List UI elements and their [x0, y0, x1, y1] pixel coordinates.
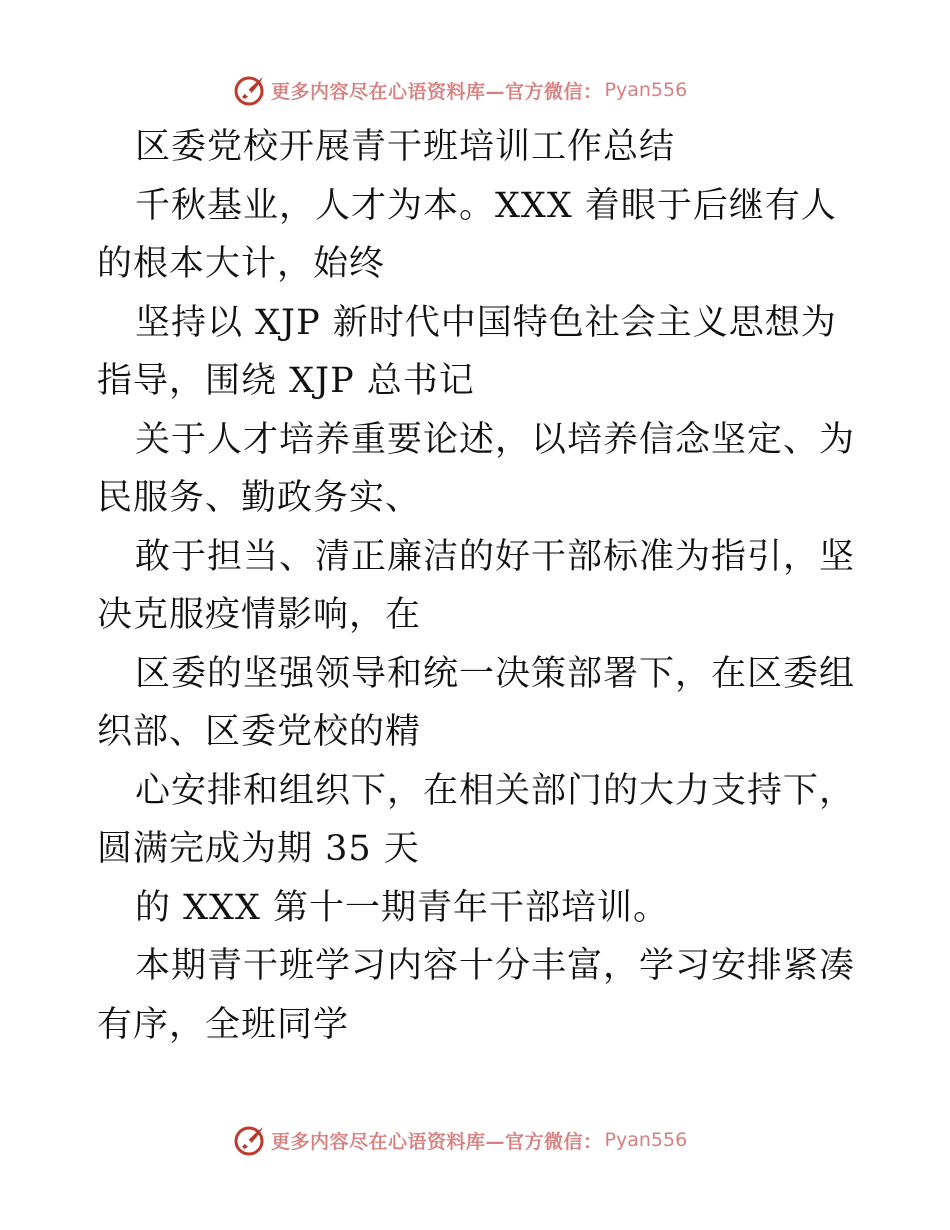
paragraph: 心安排和组织下，在相关部门的大力支持下，圆满完成为期 35 天	[97, 770, 856, 869]
paragraph: 关于人才培养重要论述，以培养信念坚定、为民服务、勤政务实、	[97, 419, 856, 518]
banner-text: 更多内容尽在心语资料库—官方微信：	[271, 1130, 603, 1153]
document-title: 区委党校开展青干班培训工作总结	[135, 127, 676, 167]
paragraph: 区委的坚强领导和统一决策部署下，在区委组织部、区委党校的精	[97, 653, 856, 752]
paragraph: 的 XXX 第十一期青年干部培训。	[135, 887, 670, 928]
footer-watermark-banner	[233, 1122, 687, 1158]
header-watermark-banner	[233, 72, 687, 108]
paragraph: 本期青干班学习内容十分丰富，学习安排紧凑有序，全班同学	[97, 946, 856, 1045]
banner-wechat-id: Pyan556	[604, 79, 688, 101]
document-body	[97, 118, 857, 1054]
banner-text: 更多内容尽在心语资料库—官方微信：	[271, 80, 603, 103]
quill-seal-icon	[233, 1123, 267, 1157]
paragraph: 千秋基业，人才为本。XXX 着眼于后继有人的根本大计，始终	[97, 185, 837, 284]
quill-seal-icon	[233, 73, 267, 107]
paragraph: 敢于担当、清正廉洁的好干部标准为指引，坚决克服疫情影响，在	[97, 536, 856, 635]
banner-wechat-id: Pyan556	[604, 1129, 688, 1151]
paragraph: 坚持以 XJP 新时代中国特色社会主义思想为指导，围绕 XJP 总书记	[97, 302, 837, 401]
